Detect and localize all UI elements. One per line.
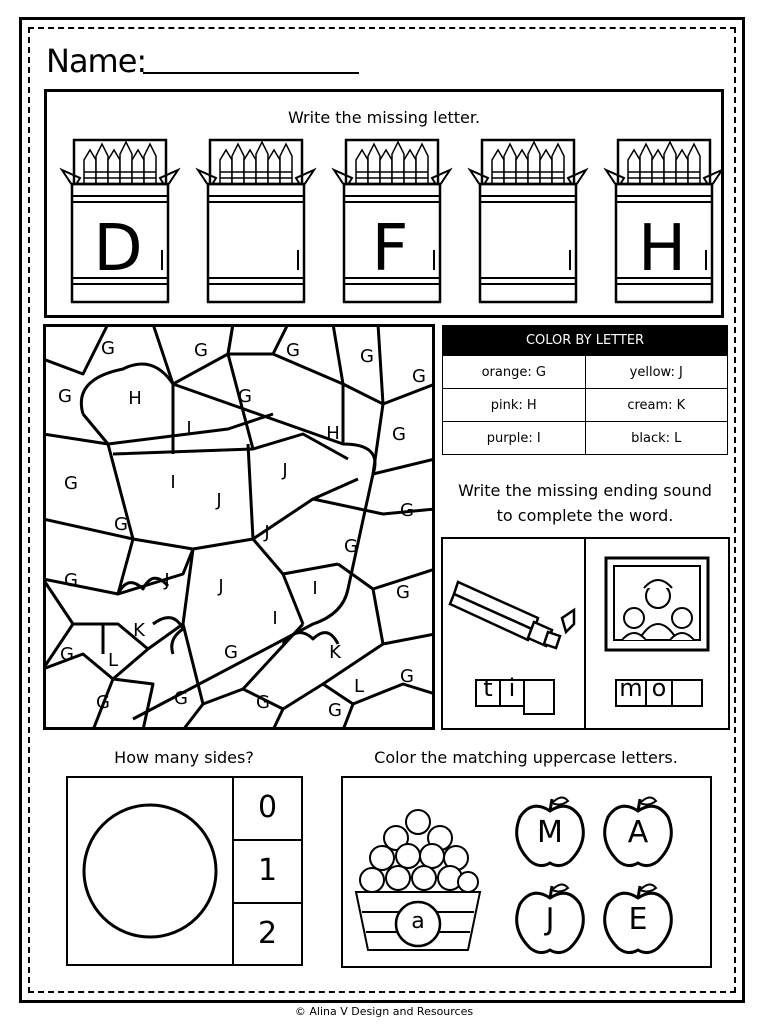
apple-letter-1: M (537, 815, 563, 850)
apple-letter-4: E (628, 902, 648, 937)
svg-text:I: I (170, 472, 176, 493)
color-key-cell: yellow: J (585, 356, 728, 389)
svg-text:K: K (329, 642, 341, 663)
uppercase-title: Color the matching uppercase letters. (374, 748, 678, 767)
crayon-letter-1: D (93, 212, 143, 286)
svg-text:I: I (186, 418, 192, 439)
svg-text:G: G (60, 644, 74, 665)
svg-text:G: G (64, 570, 78, 591)
sides-row-line (232, 839, 303, 841)
ending-sound-title-line2: to complete the word. (496, 506, 674, 525)
color-key-cell: pink: H (443, 389, 586, 422)
sides-option-1[interactable]: 1 (257, 853, 278, 888)
mosaic-letter: G (101, 338, 115, 359)
crayon-letter-5: H (637, 212, 687, 286)
ending-sound-title-line1: Write the missing ending sound (458, 481, 712, 500)
color-key-table (442, 325, 728, 455)
color-key-heading: COLOR BY LETTER (443, 326, 728, 356)
word1-letter-2: i (508, 674, 516, 702)
svg-text:G: G (256, 692, 270, 713)
sides-row-line (232, 902, 303, 904)
sides-title: How many sides? (114, 748, 254, 767)
name-line[interactable] (143, 72, 359, 74)
svg-text:G: G (224, 642, 238, 663)
svg-text:H: H (128, 388, 142, 409)
svg-text:G: G (412, 366, 426, 387)
svg-text:I: I (312, 578, 318, 599)
svg-text:L: L (353, 676, 365, 697)
footer-copyright: © Alina V Design and Resources (294, 1005, 474, 1018)
mom-picture-icon (604, 556, 710, 654)
svg-text:G: G (360, 346, 374, 367)
svg-text:G: G (392, 424, 406, 445)
circle-shape (66, 776, 234, 966)
svg-text:G: G (64, 473, 78, 494)
crayon-letter-3: F (371, 212, 409, 286)
word2-letter-2: o (651, 674, 667, 702)
svg-text:H: H (326, 423, 340, 444)
svg-text:G: G (286, 340, 300, 361)
ending-sound-divider (584, 537, 586, 730)
color-key-cell: orange: G (443, 356, 586, 389)
name-label: Name: (46, 42, 147, 80)
svg-text:G: G (174, 688, 188, 709)
glue-stick-icon (448, 570, 580, 660)
svg-text:G: G (194, 340, 208, 361)
svg-text:G: G (96, 692, 110, 713)
basket-letter: a (411, 909, 425, 934)
word1-letter-1: t (483, 674, 493, 702)
svg-text:G: G (400, 666, 414, 687)
svg-text:G: G (114, 514, 128, 535)
sides-option-0[interactable]: 0 (257, 790, 278, 825)
svg-text:G: G (238, 386, 252, 407)
word2-letter-1: m (619, 674, 643, 702)
svg-text:G: G (58, 386, 72, 407)
svg-text:J: J (164, 570, 170, 591)
svg-text:J: J (264, 522, 270, 543)
apple-letter-2: A (627, 815, 649, 850)
svg-text:J: J (216, 490, 222, 511)
svg-text:G: G (396, 582, 410, 603)
svg-text:G: G (400, 500, 414, 521)
svg-text:I: I (272, 608, 278, 629)
ending-sound-title (442, 478, 728, 528)
color-by-letter-mosaic[interactable] (43, 324, 435, 730)
color-key-cell: cream: K (585, 389, 728, 422)
svg-text:L: L (107, 650, 119, 671)
svg-text:J: J (218, 576, 224, 597)
missing-letter-title: Write the missing letter. (287, 108, 481, 127)
color-key-cell: black: L (585, 422, 728, 455)
svg-text:K: K (133, 620, 145, 641)
svg-text:G: G (328, 700, 342, 721)
apple-letter-3: J (545, 902, 555, 937)
svg-text:G: G (344, 536, 358, 557)
sides-option-2[interactable]: 2 (257, 916, 278, 951)
color-key-cell: purple: I (443, 422, 586, 455)
svg-text:J: J (282, 460, 288, 481)
